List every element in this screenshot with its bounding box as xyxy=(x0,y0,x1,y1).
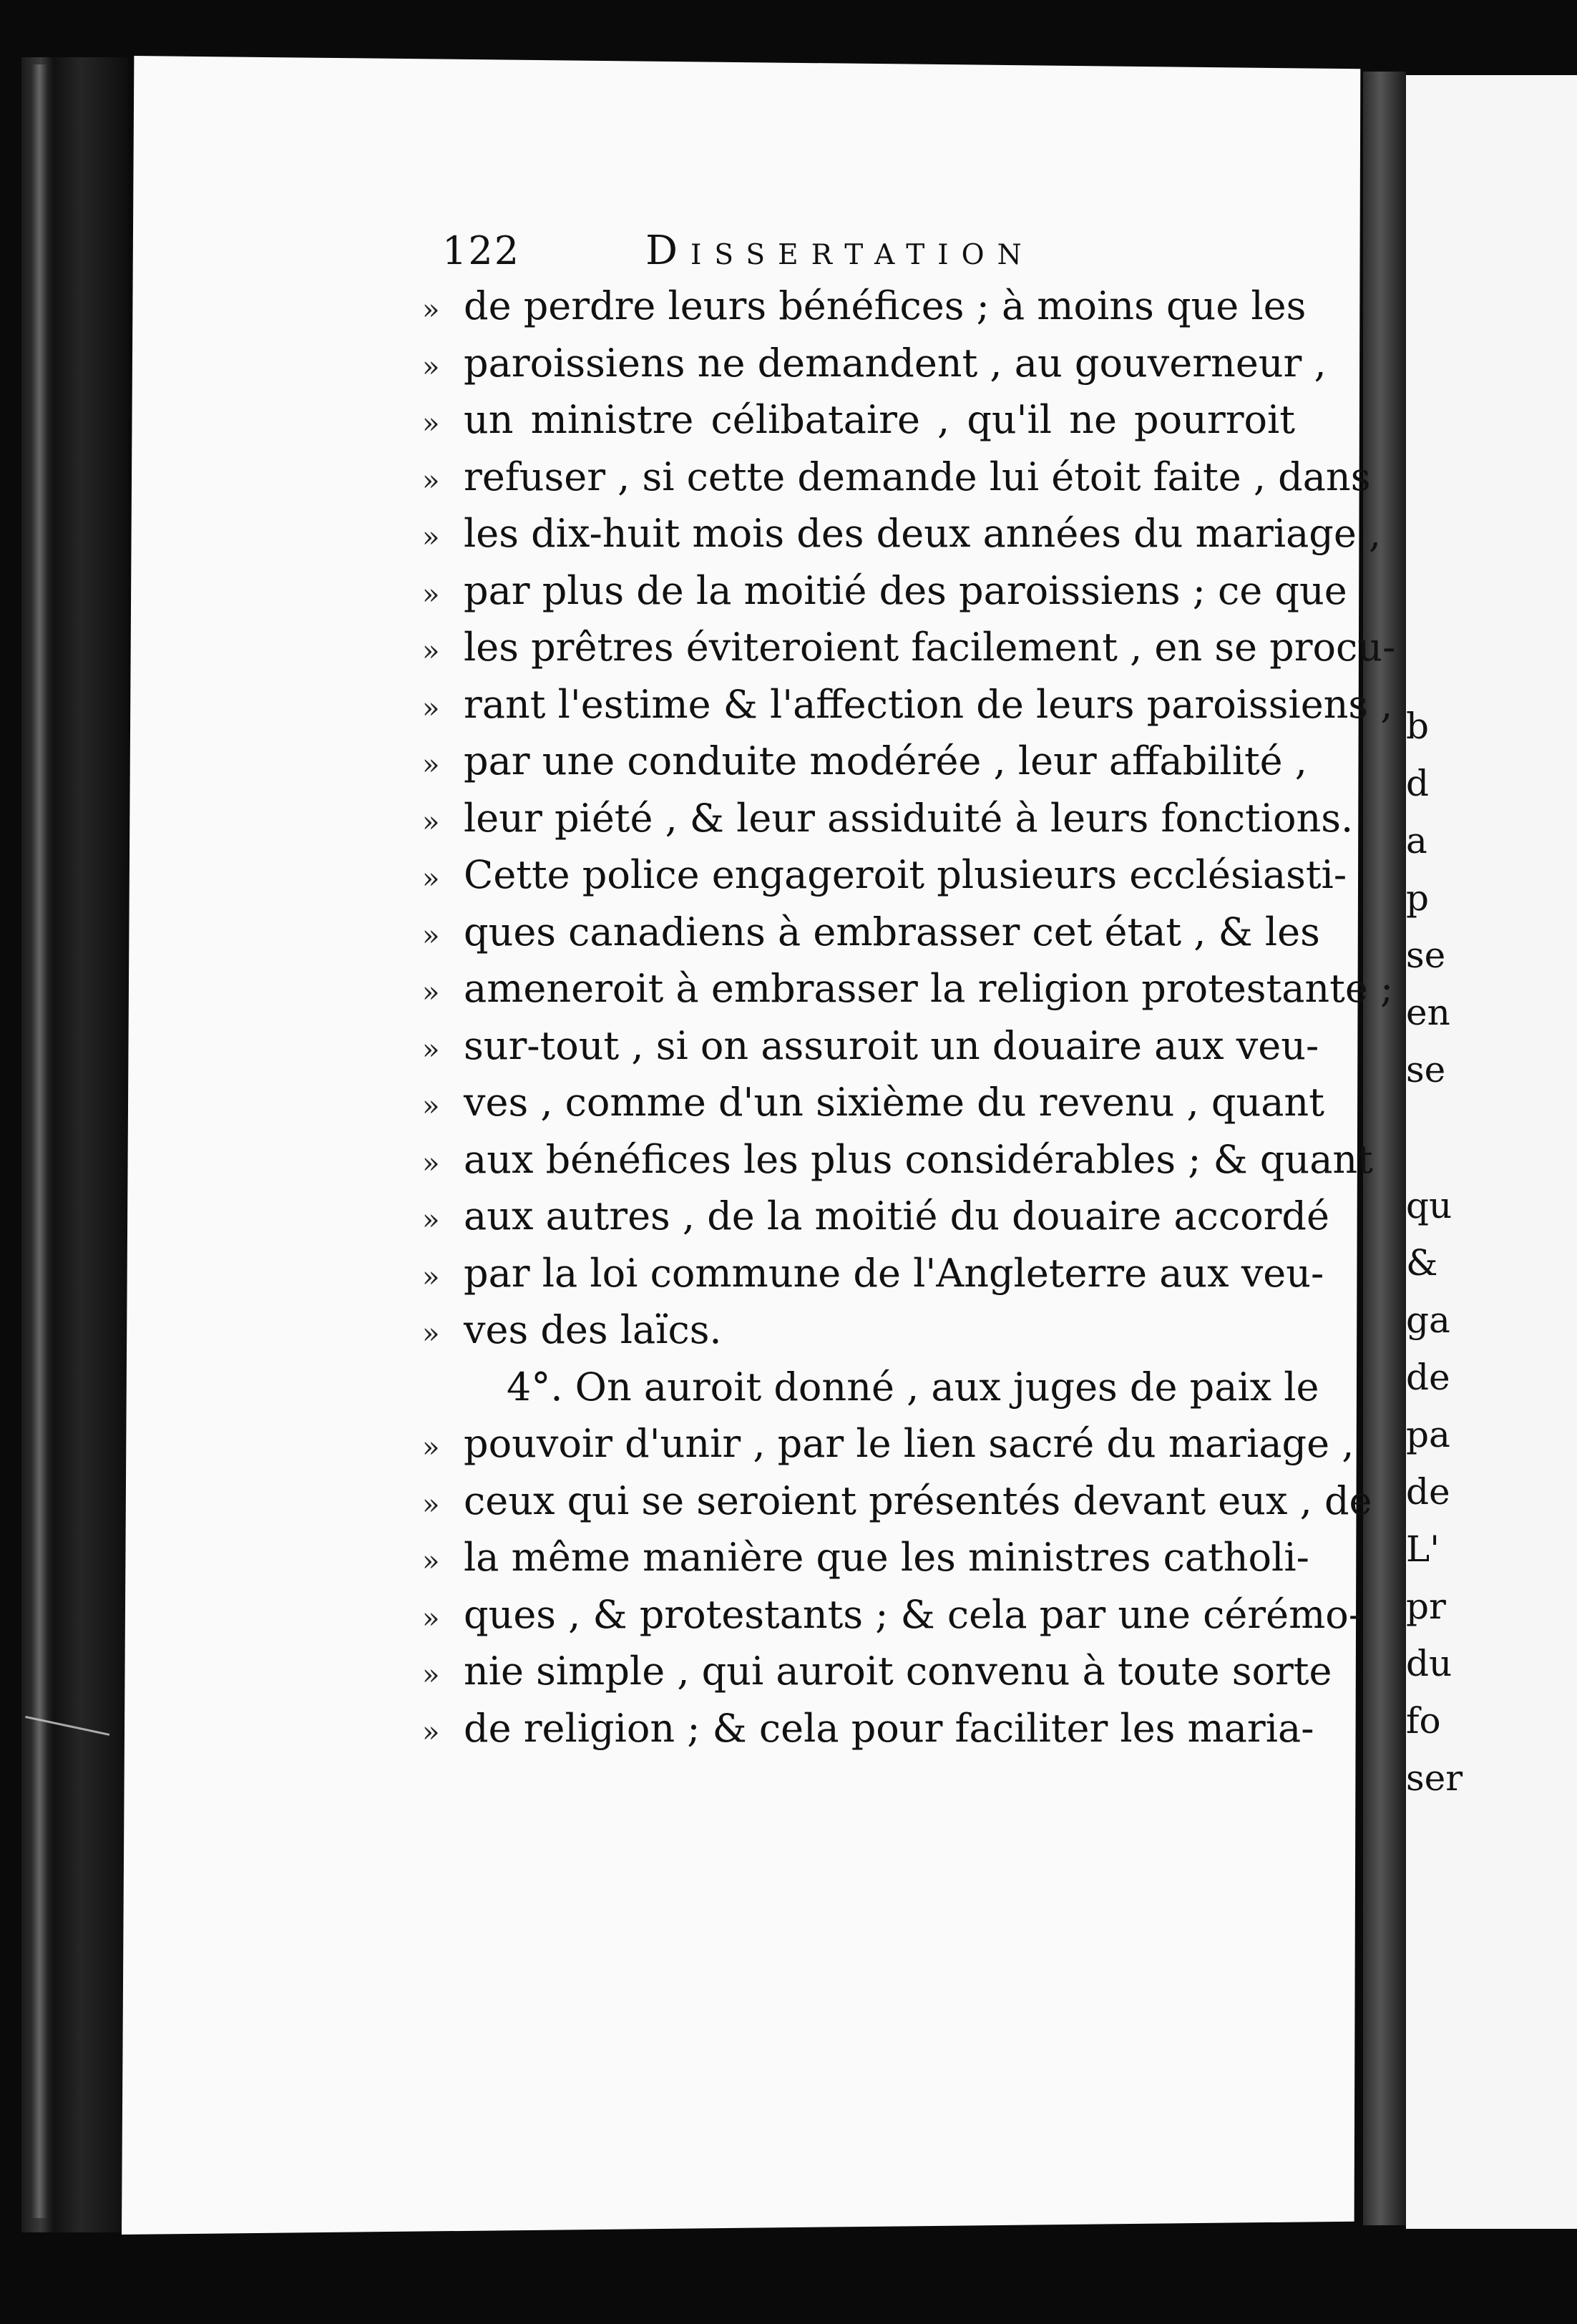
line-text: refuser , si cette demande lui étoit faite , dans xyxy=(464,454,1371,499)
quotation-mark: » xyxy=(422,464,440,497)
quotation-mark: » xyxy=(422,1317,440,1350)
quotation-mark: » xyxy=(422,1488,440,1521)
quotation-mark: » xyxy=(422,521,440,554)
text-line xyxy=(422,1649,1332,1706)
line-text: ques , & protestants ; & cela par une cérémo- xyxy=(464,1591,1362,1637)
adjacent-page-fragment: L' xyxy=(1406,1528,1440,1570)
quotation-mark: » xyxy=(422,635,440,668)
text-line xyxy=(422,283,1307,341)
text-line xyxy=(422,340,1327,398)
quotation-mark: » xyxy=(422,1601,440,1635)
line-text: aux autres , de la moitié du douaire accordé xyxy=(464,1193,1329,1239)
line-text: les dix-huit mois des deux années du mariage , xyxy=(464,511,1382,556)
text-line xyxy=(422,966,1394,1023)
text-line xyxy=(422,681,1393,739)
adjacent-page-fragment: & xyxy=(1406,1242,1438,1284)
text-line xyxy=(422,625,1396,682)
adjacent-page-fragment: qu xyxy=(1406,1185,1452,1226)
line-text: rant l'estime & l'affection de leurs paroissiens , xyxy=(464,681,1393,727)
text-line xyxy=(422,852,1347,909)
line-text: ques canadiens à embrasser cet état , & les xyxy=(464,909,1320,954)
text-lines xyxy=(422,283,1396,1762)
text-line xyxy=(422,909,1320,967)
text-line xyxy=(422,1250,1324,1308)
quotation-mark: » xyxy=(422,350,440,384)
adjacent-page-fragment: pa xyxy=(1406,1414,1450,1455)
adjacent-page-fragment: de xyxy=(1406,1471,1450,1513)
quotation-mark: » xyxy=(422,1545,440,1578)
adjacent-page-fragment: p xyxy=(1406,877,1430,919)
quotation-mark: » xyxy=(422,1659,440,1691)
text-line xyxy=(422,1535,1309,1592)
text-line xyxy=(422,1421,1354,1478)
line-text: par une conduite modérée , leur affabilité , xyxy=(464,738,1307,783)
adjacent-page-fragment: se xyxy=(1406,1049,1446,1090)
quotation-mark: » xyxy=(422,577,440,611)
line-text: nie simple , qui auroit convenu à toute sorte xyxy=(464,1649,1332,1694)
text-line xyxy=(422,738,1307,796)
adjacent-page-fragment: en xyxy=(1406,992,1450,1033)
adjacent-page-fragment: ser xyxy=(1406,1757,1463,1799)
line-text: leur piété , & leur assiduité à leurs fonctions. xyxy=(464,795,1354,841)
quotation-mark: » xyxy=(422,407,440,440)
line-text: les prêtres éviteroient facilement , en se procu- xyxy=(464,625,1396,670)
adjacent-page-fragment: pr xyxy=(1406,1586,1446,1627)
text-line xyxy=(422,454,1371,512)
text-line xyxy=(422,511,1382,568)
text-line xyxy=(422,1080,1324,1137)
quotation-mark: » xyxy=(422,691,440,725)
page-number: 122 xyxy=(442,228,521,273)
line-text: pouvoir d'unir , par le lien sacré du mariage , xyxy=(464,1421,1354,1466)
line-text: aux bénéfices les plus considérables ; & quant xyxy=(464,1136,1373,1182)
page-text xyxy=(422,228,1396,1762)
line-text: ceux qui se seroient présentés devant eux , de xyxy=(464,1478,1372,1523)
text-line xyxy=(422,1591,1362,1649)
text-line xyxy=(422,1307,1295,1364)
line-text: paroissiens ne demandent , au gouverneur , xyxy=(464,340,1327,386)
adjacent-page xyxy=(1406,75,1577,2229)
line-text: ameneroit à embrasser la religion protestante ; xyxy=(464,966,1394,1011)
line-text: de religion ; & cela pour faciliter les maria- xyxy=(464,1705,1314,1751)
line-text: ves des laïcs. xyxy=(464,1307,722,1352)
quotation-mark: » xyxy=(422,293,440,326)
quotation-mark: » xyxy=(422,1204,440,1236)
adjacent-page-fragment: ga xyxy=(1406,1299,1450,1341)
line-text: un ministre célibataire , qu'il ne pourroit xyxy=(464,397,1295,442)
text-line xyxy=(422,1193,1329,1251)
text-line xyxy=(422,1364,1319,1422)
quotation-mark: » xyxy=(422,1431,440,1464)
adjacent-page-fragment: fo xyxy=(1406,1700,1441,1742)
adjacent-page-fragment: b xyxy=(1406,706,1430,747)
adjacent-page-fragment: du xyxy=(1406,1643,1452,1684)
quotation-mark: » xyxy=(422,1260,440,1294)
adjacent-page-fragment: d xyxy=(1406,763,1430,804)
quotation-mark: » xyxy=(422,748,440,781)
text-line xyxy=(422,567,1347,625)
text-line xyxy=(422,1705,1314,1763)
text-line xyxy=(422,1136,1373,1194)
quotation-mark: » xyxy=(422,919,440,952)
running-head: Dissertation xyxy=(645,228,1035,274)
line-text: sur-tout , si on assuroit un douaire aux veu- xyxy=(464,1022,1319,1068)
quotation-mark: » xyxy=(422,1032,440,1066)
adjacent-page-fragment: de xyxy=(1406,1357,1450,1398)
page-header xyxy=(442,228,1295,283)
adjacent-page-fragment: a xyxy=(1406,820,1427,861)
quotation-mark: » xyxy=(422,1146,440,1180)
line-text: de perdre leurs bénéfices ; à moins que les xyxy=(464,283,1307,328)
text-line xyxy=(422,1022,1319,1080)
line-text: par plus de la moitié des paroissiens ; ce que xyxy=(464,567,1347,613)
line-text: 4°. On auroit donné , aux juges de paix le xyxy=(507,1364,1319,1410)
quotation-mark: » xyxy=(422,976,440,1009)
adjacent-page-fragment: se xyxy=(1406,934,1446,976)
page-stack-highlight xyxy=(31,64,47,2218)
line-text: par la loi commune de l'Angleterre aux veu- xyxy=(464,1250,1324,1296)
text-line xyxy=(422,795,1354,853)
quotation-mark: » xyxy=(422,1715,440,1749)
line-text: Cette police engageroit plusieurs ecclésiasti- xyxy=(464,852,1347,897)
line-text: ves , comme d'un sixième du revenu , quant xyxy=(464,1080,1324,1125)
text-line xyxy=(422,1478,1372,1536)
text-line xyxy=(422,397,1295,454)
line-text: la même manière que les ministres catholi- xyxy=(464,1535,1309,1580)
quotation-mark: » xyxy=(422,862,440,895)
quotation-mark: » xyxy=(422,805,440,839)
quotation-mark: » xyxy=(422,1090,440,1123)
